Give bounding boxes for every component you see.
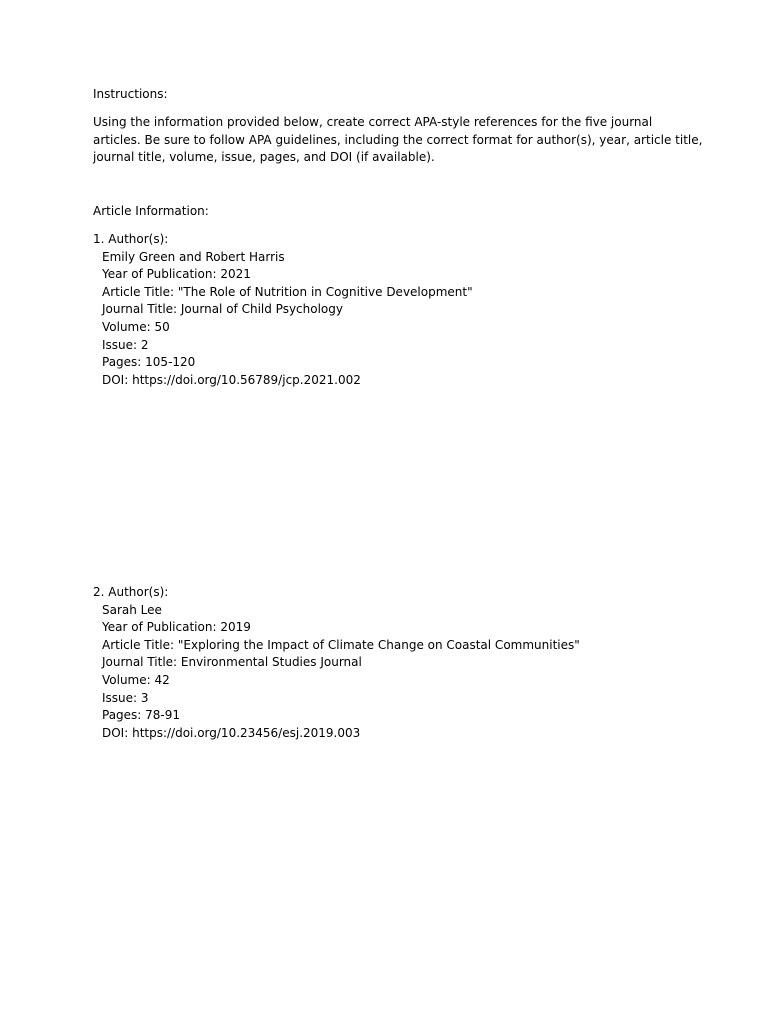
article-2-volume: Volume: 42 xyxy=(102,672,170,687)
instructions-heading-block xyxy=(93,86,683,104)
instructions-line-2: articles. Be sure to follow APA guidelines, including the correct format for author(s), year, article title, xyxy=(93,132,703,147)
article-1-journal: Journal Title: Journal of Child Psychology xyxy=(102,302,343,317)
article-2-year: Year of Publication: 2019 xyxy=(102,620,251,635)
article-2-issue: Issue: 3 xyxy=(102,690,149,705)
article-2-doi: DOI: https://doi.org/10.23456/esj.2019.003 xyxy=(102,725,361,740)
instructions-heading: Instructions: xyxy=(93,87,168,101)
article-1-volume: Volume: 50 xyxy=(102,319,170,334)
article-1-pages: Pages: 105-120 xyxy=(102,355,196,370)
article-2-label: 2. Author(s): xyxy=(93,585,169,599)
instructions-line-1: Using the information provided below, create correct APA-style references for the five journal xyxy=(93,115,653,129)
article-2-title: Article Title: "Exploring the Impact of Climate Change on Coastal Communities" xyxy=(102,637,580,652)
article-1-issue: Issue: 2 xyxy=(102,337,149,352)
article-1-authors: Emily Green and Robert Harris xyxy=(102,249,285,264)
article-1-doi: DOI: https://doi.org/10.56789/jcp.2021.002 xyxy=(102,372,361,387)
article-1-title: Article Title: "The Role of Nutrition in Cognitive Development" xyxy=(102,284,473,299)
article-info-heading-block xyxy=(93,203,683,221)
instructions-paragraph xyxy=(93,114,703,167)
article-info-heading: Article Information: xyxy=(93,204,209,218)
article-2-authors: Sarah Lee xyxy=(102,602,162,617)
article-entry-2 xyxy=(93,584,683,742)
instructions-line-3: journal title, volume, issue, pages, and DOI (if available). xyxy=(93,150,435,165)
article-entry-1 xyxy=(93,231,683,389)
article-2-pages: Pages: 78-91 xyxy=(102,708,181,723)
article-1-label: 1. Author(s): xyxy=(93,232,169,246)
article-1-year: Year of Publication: 2021 xyxy=(102,267,251,282)
article-2-journal: Journal Title: Environmental Studies Journal xyxy=(102,655,362,670)
